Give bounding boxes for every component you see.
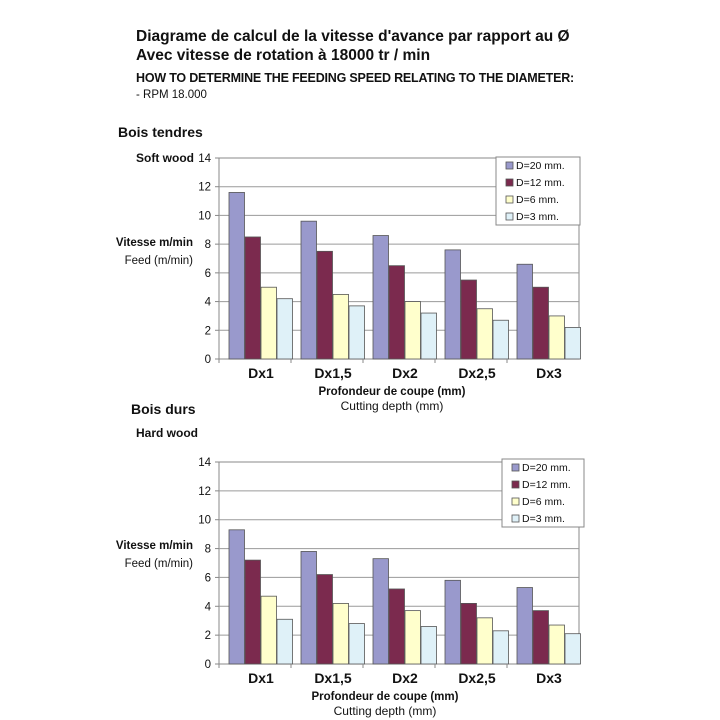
bar-d12-5 [533, 287, 549, 359]
y-tick-label: 10 [198, 514, 211, 527]
section-title-softwood-fr: Bois tendres [118, 124, 203, 140]
y-axis-label: Vitesse m/min [115, 237, 193, 249]
y-tick-label: 12 [198, 485, 211, 498]
legend-label-d3: D=3 mm. [522, 513, 565, 525]
x-axis-label-en: Cutting depth (mm) [333, 704, 437, 718]
bar-d3-4 [493, 631, 509, 664]
bar-d6-3 [405, 302, 421, 359]
bar-d12-4 [461, 280, 477, 359]
hardwood-feed-chart [0, 445, 720, 720]
legend-label-d6: D=6 mm. [522, 496, 565, 508]
y-tick-label: 6 [204, 267, 211, 280]
bar-d20-3 [373, 236, 389, 359]
legend-swatch-d12 [512, 481, 519, 488]
y-tick-label: 8 [204, 239, 211, 252]
y-tick-label: 14 [198, 153, 211, 165]
category-label: Dx1 [248, 670, 274, 686]
bar-d3-3 [421, 626, 437, 664]
y-tick-label: 0 [204, 354, 211, 366]
page-title-fr: Diagrame de calcul de la vitesse d'avance par rapport au Ø [136, 28, 570, 45]
y-axis-label: Vitesse m/min [115, 540, 193, 552]
section-title-hardwood-en: Hard wood [136, 426, 198, 440]
category-label: Dx3 [536, 670, 562, 686]
bar-d6-5 [549, 625, 565, 664]
y-tick-label: 12 [198, 181, 211, 194]
section-title-softwood-en: Soft wood [136, 151, 194, 165]
legend-swatch-d3 [506, 213, 513, 220]
category-label: Dx2,5 [458, 670, 496, 686]
bar-d20-1 [229, 530, 245, 664]
page-subtitle-fr: Avec vitesse de rotation à 18000 tr / min [136, 47, 431, 64]
bar-d3-5 [565, 634, 581, 664]
category-label: Dx2 [392, 365, 418, 381]
section-title-hardwood-fr: Bois durs [131, 401, 196, 417]
y-tick-label: 10 [198, 210, 211, 223]
bar-d6-2 [333, 603, 349, 664]
x-axis-label: Profondeur de coupe (mm) [311, 691, 459, 703]
y-tick-label: 14 [198, 457, 211, 469]
bar-d3-2 [349, 624, 365, 664]
bar-d12-2 [317, 575, 333, 664]
bar-d12-3 [389, 266, 405, 359]
bar-d3-5 [565, 327, 581, 359]
bar-d12-1 [245, 237, 261, 359]
bar-d20-5 [517, 588, 533, 664]
rpm-note: - RPM 18.000 [136, 89, 207, 101]
category-label: Dx3 [536, 365, 562, 381]
bar-d20-1 [229, 192, 245, 359]
category-label: Dx2,5 [458, 365, 496, 381]
legend-swatch-d20 [506, 162, 513, 169]
legend-swatch-d12 [506, 179, 513, 186]
bar-d20-4 [445, 250, 461, 359]
bar-d6-3 [405, 611, 421, 664]
bar-d20-3 [373, 559, 389, 664]
legend-swatch-d20 [512, 464, 519, 471]
category-label: Dx2 [392, 670, 418, 686]
y-tick-label: 4 [204, 601, 211, 614]
bar-d3-2 [349, 306, 365, 359]
legend-swatch-d6 [512, 498, 519, 505]
legend-label-d6: D=6 mm. [516, 194, 559, 206]
x-axis-label-en: Cutting depth (mm) [340, 399, 444, 413]
bar-d20-4 [445, 580, 461, 664]
bar-d6-4 [477, 309, 493, 359]
legend-label-d20: D=20 mm. [516, 160, 565, 172]
bar-d12-2 [317, 251, 333, 359]
bar-d12-5 [533, 611, 549, 664]
category-label: Dx1 [248, 365, 274, 381]
legend-label-d12: D=12 mm. [522, 479, 571, 491]
bar-d6-5 [549, 316, 565, 359]
bar-d20-5 [517, 264, 533, 359]
bar-d3-3 [421, 313, 437, 359]
bar-d12-1 [245, 560, 261, 664]
y-tick-label: 6 [204, 572, 211, 585]
bar-d20-2 [301, 551, 317, 664]
bar-d3-4 [493, 320, 509, 359]
bar-d6-1 [261, 596, 277, 664]
y-tick-label: 8 [204, 543, 211, 556]
y-axis-label-en: Feed (m/min) [124, 255, 193, 267]
y-tick-label: 2 [204, 630, 211, 643]
legend-label-d12: D=12 mm. [516, 177, 565, 189]
bar-d20-2 [301, 221, 317, 359]
legend-swatch-d3 [512, 515, 519, 522]
softwood-feed-chart [0, 140, 720, 425]
y-tick-label: 4 [204, 296, 211, 309]
legend-label-d3: D=3 mm. [516, 211, 559, 223]
bar-d12-4 [461, 603, 477, 664]
bar-d3-1 [277, 619, 293, 664]
bar-d3-1 [277, 299, 293, 359]
x-axis-label: Profondeur de coupe (mm) [318, 386, 466, 398]
legend-swatch-d6 [506, 196, 513, 203]
category-label: Dx1,5 [314, 670, 352, 686]
page-title-en: HOW TO DETERMINE THE FEEDING SPEED RELATING TO THE DIAMETER: [136, 71, 575, 85]
bar-d6-4 [477, 618, 493, 664]
y-tick-label: 2 [204, 325, 211, 338]
y-axis-label-en: Feed (m/min) [124, 558, 193, 570]
bar-d6-2 [333, 294, 349, 359]
legend-label-d20: D=20 mm. [522, 462, 571, 474]
bar-d12-3 [389, 589, 405, 664]
y-tick-label: 0 [204, 659, 211, 671]
category-label: Dx1,5 [314, 365, 352, 381]
bar-d6-1 [261, 287, 277, 359]
